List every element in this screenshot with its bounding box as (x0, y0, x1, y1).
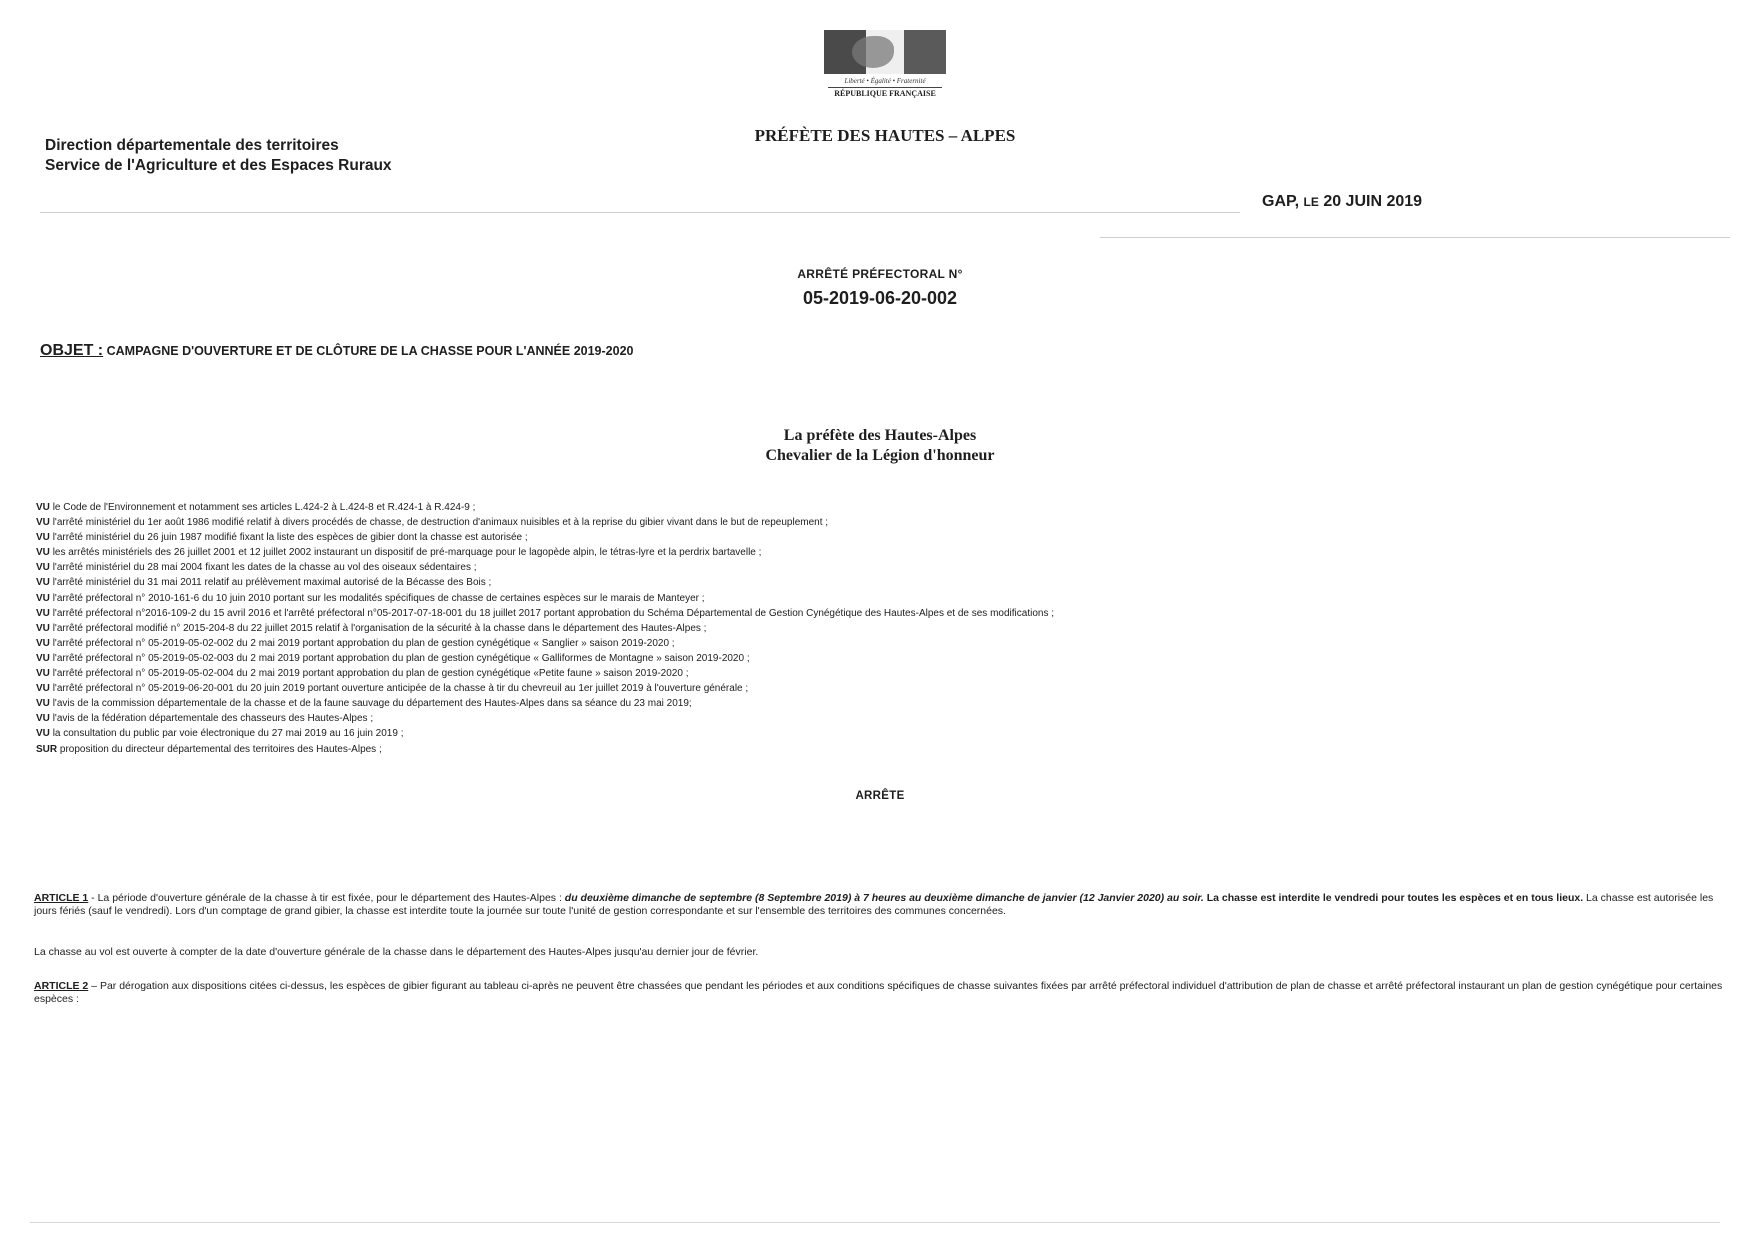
visa-item: VU la consultation du public par voie électronique du 27 mai 2019 au 16 juin 2019 ; (36, 728, 404, 740)
objet-text: CAMPAGNE D'OUVERTURE ET DE CLÔTURE DE LA CHASSE POUR L'ANNÉE 2019-2020 (106, 344, 634, 358)
visa-item: VU l'arrêté préfectoral n°2016-109-2 du 15 avril 2016 et l'arrêté préfectoral n°05-2017-07-18-001 du 18 juillet 2017 portant approbation du Schéma Départemental de Gestion Cynégétique des Hautes-Alpes et de ses modifications ; (36, 607, 1055, 619)
date-le: LE (1303, 195, 1319, 209)
logo-name: RÉPUBLIQUE FRANÇAISE (828, 87, 942, 98)
visa-item: VU l'arrêté préfectoral n° 05-2019-05-02-004 du 2 mai 2019 portant approbation du plan de gestion cynégétique «Petite faune » saison 2019-2020 ; (36, 668, 689, 680)
article-2 (34, 980, 1724, 1006)
article-1 (34, 892, 1724, 918)
visa-item: VU l'arrêté préfectoral n° 05-2019-06-20-001 du 20 juin 2019 portant ouverture anticipée de la chasse à tir du chevreuil au 1er juillet 2019 à l'ouverture générale ; (36, 683, 749, 695)
visa-item: VU l'arrêté ministériel du 31 mai 2011 relatif au prélèvement maximal autorisé de la Bécasse des Bois ; (36, 577, 492, 589)
objet-label: OBJET : (40, 342, 104, 359)
article-2-text: – Par dérogation aux dispositions citées ci-dessus, les espèces de gibier figurant au tableau ci-après ne peuvent être chassées que pendant les périodes et aux conditions spécifiques de chasse suivantes fixées par arrêté préfectoral individuel d'attribution de plan de chasse et arrêté préfectoral instaurant un plan de gestion cynégétique pour certaines espèces : (34, 980, 1723, 1005)
visa-item: VU l'avis de la fédération départementale des chasseurs des Hautes-Alpes ; (36, 713, 374, 725)
visa-item: SUR proposition du directeur départemental des territoires des Hautes-Alpes ; (36, 743, 382, 755)
republique-francaise-logo (820, 30, 950, 98)
visa-item: VU l'arrêté préfectoral modifié n° 2015-204-8 du 22 juillet 2015 relatif à l'organisation de la sécurité à la chasse dans le département des Hautes-Alpes ; (36, 622, 707, 634)
article-1-period: du deuxième dimanche de septembre (8 Septembre 2019) à 7 heures au deuxième dimanche de janvier (12 Janvier 2020) au soir. (564, 892, 1204, 904)
objet-line (40, 342, 633, 360)
document-date (1262, 193, 1422, 211)
article-1-intro: - La période d'ouverture générale de la chasse à tir est fixée, pour le département des Hautes-Alpes : (88, 892, 565, 904)
direction-line-2: Service de l'Agriculture et des Espaces Ruraux (45, 157, 392, 174)
marianne-flag-icon (824, 30, 946, 74)
visa-item: VU l'arrêté ministériel du 26 juin 1987 modifié fixant la liste des espèces de gibier dont la chasse est autorisée ; (36, 532, 528, 544)
arrete-heading: ARRÊTE (855, 790, 905, 802)
header-divider (40, 212, 1240, 213)
arrete-label: ARRÊTÉ PRÉFECTORAL N° (797, 267, 963, 281)
visa-item: VU l'arrêté préfectoral n° 2010-161-6 du 10 juin 2010 portant sur les modalités spécifiques de chasse de certaines espèces sur le marais de Manteyer ; (36, 592, 705, 604)
prefecture-title: PRÉFÈTE DES HAUTES – ALPES (754, 126, 1016, 145)
visa-item: VU l'arrêté préfectoral n° 05-2019-05-02-002 du 2 mai 2019 portant approbation du plan de gestion cynégétique « Sanglier » saison 2019-2020 ; (36, 637, 675, 649)
visas-list (36, 500, 1316, 757)
date-city: GAP, (1262, 193, 1300, 210)
visa-item: VU les arrêtés ministériels des 26 juillet 2001 et 12 juillet 2002 instaurant un dispositif de pré-marquage pour le lagopède alpin, le tétras-lyre et la perdrix bartavelle ; (36, 547, 762, 559)
visa-item: VU le Code de l'Environnement et notamment ses articles L.424-2 à L.424-8 et R.424-1 à R.424-9 ; (36, 502, 476, 513)
article-1-label: ARTICLE 1 (34, 892, 89, 904)
signatory-line-2: Chevalier de la Légion d'honneur (765, 447, 995, 464)
article-1-rest: La chasse est autorisée les jours fériés (sauf le vendredi). Lors d'un comptage de grand gibier, la chasse est interdite toute la journée sur toute l'unité de gestion correspondante et sur l'ensemble des territoires des communes concernées. (34, 892, 1714, 917)
header-divider-right (1100, 237, 1730, 238)
article-1-friday: La chasse est interdite le vendredi pour toutes les espèces et en tous lieux. (1203, 892, 1584, 904)
visa-item: VU l'arrêté ministériel du 1er août 1986 modifié relatif à divers procédés de chasse, de destruction d'animaux nuisibles et à la reprise du gibier vivant dans le but de repeuplement ; (36, 517, 829, 529)
direction-block (45, 136, 392, 176)
visa-item: VU l'arrêté préfectoral n° 05-2019-05-02-003 du 2 mai 2019 portant approbation du plan de gestion cynégétique « Galliformes de Montagne » saison 2019-2020 ; (36, 652, 750, 664)
article-2-label: ARTICLE 2 (34, 980, 89, 992)
footer-divider (30, 1222, 1720, 1223)
direction-line-1: Direction départementale des territoires (45, 137, 339, 154)
visa-item: VU l'arrêté ministériel du 28 mai 2004 fixant les dates de la chasse au vol des oiseaux sédentaires ; (36, 562, 477, 574)
signatory-title (680, 426, 1080, 466)
visa-item: VU l'avis de la commission départementale de la chasse et de la faune sauvage du département des Hautes-Alpes dans sa séance du 23 mai 2019; (36, 698, 692, 710)
date-value: 20 JUIN 2019 (1323, 193, 1423, 210)
arrete-number: 05-2019-06-20-002 (802, 288, 958, 308)
signatory-line-1: La préfète des Hautes-Alpes (783, 427, 977, 444)
article-1-paragraph-2: La chasse au vol est ouverte à compter de la date d'ouverture générale de la chasse dans le département des Hautes-Alpes jusqu'au dernier jour de février. (34, 946, 759, 958)
logo-motto: Liberté • Égalité • Fraternité (844, 77, 926, 85)
